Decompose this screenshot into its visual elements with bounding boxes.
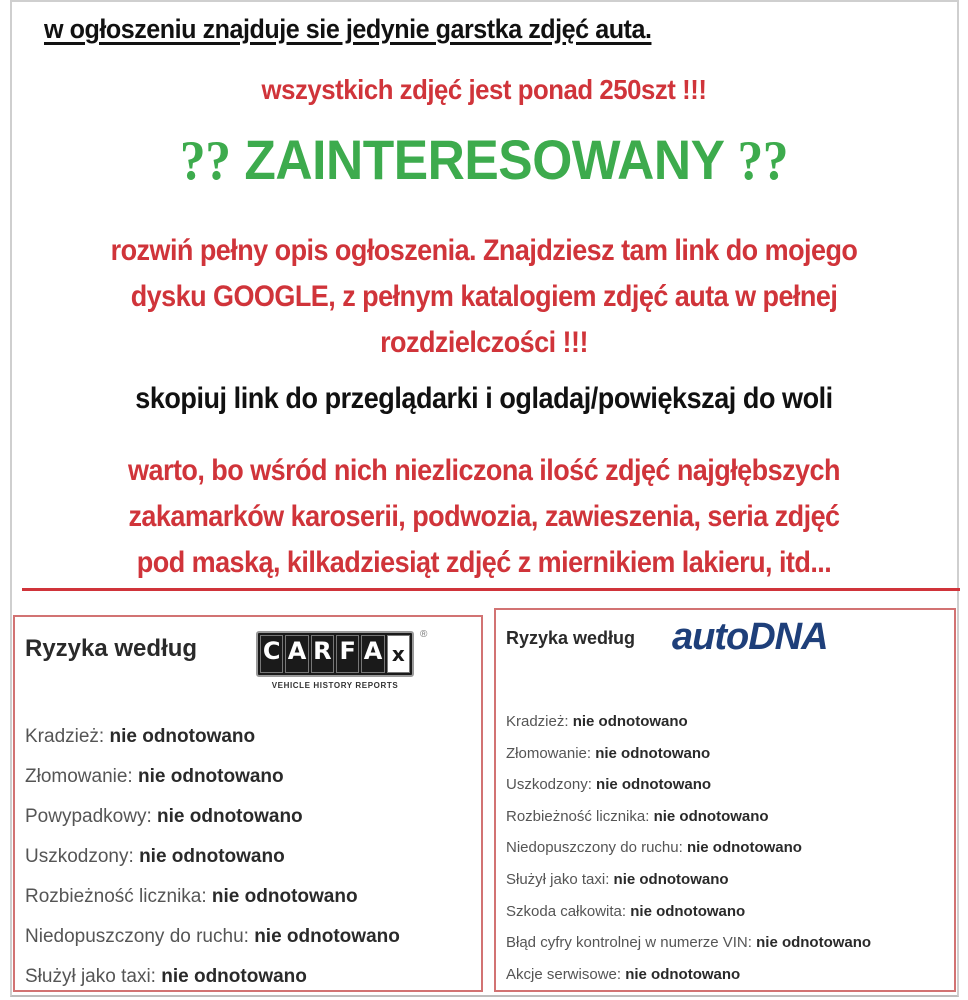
details-line: zakamarków karoserii, podwozia, zawieszenia, seria zdjęć [128,500,840,533]
risk-item [506,801,871,833]
banner-text: ZAINTERESOWANY [244,128,724,191]
risk-label: Rozbieżność licznika: [506,807,650,825]
registered-mark-icon: ® [420,629,428,640]
details-line: pod maską, kilkadziesiąt zdjęć z miernikiem lakieru, itd... [136,546,832,579]
risk-item [506,896,871,928]
risk-label: Powypadkowy: [25,806,152,827]
carfax-letter: F [336,635,359,673]
carfax-panel-title: Ryzyka według [25,635,198,662]
banner-prefix: ?? [179,130,231,192]
section-divider [22,588,960,591]
risk-value: nie odnotowano [211,886,358,907]
risk-value: nie odnotowano [139,846,285,867]
risk-label: Niedopuszczony do ruchu: [506,839,683,857]
risk-item [25,797,400,837]
carfax-badge [256,631,414,677]
risk-value: nie odnotowano [572,713,688,730]
instructions-line: rozwiń pełny opis ogłoszenia. Znajdziesz tam link do mojego [110,234,858,267]
risk-label: Złomowanie: [506,744,592,762]
carfax-letter: A [285,635,308,673]
risk-value: nie odnotowano [625,965,741,983]
headline: w ogłoszeniu znajduje sie jedynie garstka zdjęć auta. [44,14,652,44]
carfax-letter: x [387,635,410,673]
carfax-letter: A [361,635,384,673]
risk-item [25,837,400,877]
interested-banner [39,127,930,193]
risk-label: Złomowanie: [25,766,133,787]
risk-item [506,927,871,959]
risk-value: nie odnotowano [630,902,746,920]
risk-item [506,832,871,864]
risk-item [506,738,871,770]
risk-item [506,864,871,896]
risk-label: Szkoda całkowita: [506,902,627,920]
risk-label: Uszkodzony: [506,776,592,794]
instructions-line: rozdzielczości !!! [380,326,588,359]
risk-item [25,877,400,917]
autodna-panel-title: Ryzyka według [506,628,636,648]
risk-label: Służył jako taxi: [506,870,610,888]
risk-label: Służył jako taxi: [25,966,156,987]
risk-value: nie odnotowano [653,807,769,825]
risk-label: Akcje serwisowe: [506,965,622,983]
risk-value: nie odnotowano [595,744,711,762]
risk-value: nie odnotowano [596,776,712,794]
risk-value: nie odnotowano [254,926,400,947]
risk-value: nie odnotowano [756,934,872,952]
risk-item [506,706,871,738]
risk-label: Kradzież: [506,713,569,730]
carfax-risk-panel [13,615,483,992]
subheadline: wszystkich zdjęć jest ponad 250szt !!! [261,74,707,105]
banner-suffix: ?? [737,130,789,192]
risk-label: Niedopuszczony do ruchu: [25,926,249,947]
autodna-risk-panel [494,608,956,992]
risk-item [25,717,400,757]
carfax-tagline: VEHICLE HISTORY REPORTS [271,681,399,690]
instructions-line: dysku GOOGLE, z pełnym katalogiem zdjęć auta w pełnej [130,280,838,313]
carfax-letter: R [311,635,334,673]
risk-item [506,769,871,801]
risk-value: nie odnotowano [138,766,284,787]
risk-value: nie odnotowano [109,726,256,747]
risk-item [25,757,400,797]
autodna-risk-list [506,706,871,990]
details-block [0,448,968,586]
risk-value: nie odnotowano [686,839,802,857]
risk-label: Kradzież: [25,726,105,747]
risk-label: Rozbieżność licznika: [25,886,207,907]
autodna-logo: autoDNA [672,616,828,658]
instructions-block [0,228,968,366]
risk-value: nie odnotowano [161,966,307,987]
risk-label: Błąd cyfry kontrolnej w numerze VIN: [506,934,752,952]
carfax-logo [256,631,426,690]
carfax-letter: C [260,635,283,673]
risk-item [506,959,871,991]
risk-item [25,917,400,957]
risk-value: nie odnotowano [613,870,729,888]
carfax-risk-list [25,717,400,997]
risk-value: nie odnotowano [157,806,303,827]
risk-label: Uszkodzony: [25,846,134,867]
risk-item [25,957,400,997]
copy-hint: skopiuj link do przeglądarki i ogladaj/powiększaj do woli [135,382,833,415]
details-line: warto, bo wśród nich niezliczona ilość zdjęć najgłębszych [128,454,840,487]
